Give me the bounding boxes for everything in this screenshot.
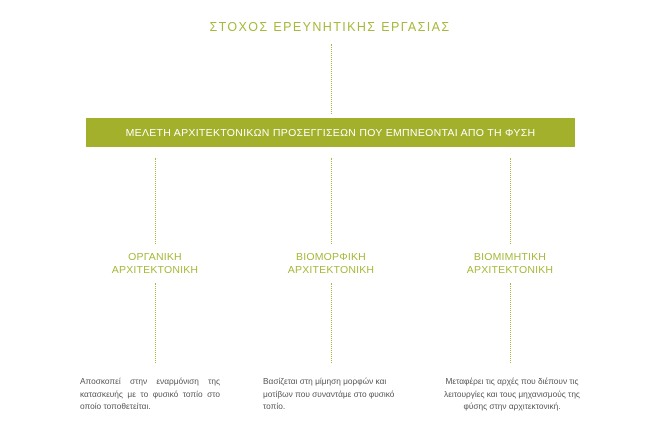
connector-banner-to-biomorphic [331, 158, 332, 244]
connector-biomorphic-to-description [331, 283, 332, 363]
category-title-line2: ΑΡΧΙΤΕΚΤΟΝΙΚΗ [287, 264, 375, 276]
connector-organic-to-description [155, 283, 156, 363]
category-title-line1: ΒΙΟΜΟΡΦΙΚΗ [296, 251, 366, 263]
connector-banner-to-organic [155, 158, 156, 244]
description-biomorphic: Βασίζεται στη μίμηση μορφών και μοτίβων που συναντάμε στο φυσικό τοπίο. [263, 376, 395, 411]
connector-banner-to-biomimetic [510, 158, 511, 244]
connector-title-to-banner [331, 44, 332, 114]
banner-text: ΜΕΛΕΤΗ ΑΡΧΙΤΕΚΤΟΝΙΚΩΝ ΠΡΟΣΕΓΓΙΣΕΩΝ ΠΟΥ ΕΜΠΝΕΟΝΤΑΙ ΑΠΟ ΤΗ ΦΥΣΗ [125, 126, 536, 139]
category-organic-architecture [80, 251, 230, 277]
research-goal-banner [86, 118, 575, 147]
category-biomimetic-architecture [435, 251, 585, 277]
category-title-line2: ΑΡΧΙΤΕΚΤΟΝΙΚΗ [466, 264, 554, 276]
category-title-line2: ΑΡΧΙΤΕΚΤΟΝΙΚΗ [111, 264, 199, 276]
category-title-line1: ΟΡΓΑΝΙΚΗ [128, 251, 182, 263]
category-biomorphic-architecture [256, 251, 406, 277]
description-organic: Αποσκοπεί στην εναρμόνιση της κατασκευής με το φυσικό τοπίο στο οποίο τοποθετείται. [80, 376, 220, 411]
category-title-line1: ΒΙΟΜΙΜΗΤΙΚΗ [473, 251, 547, 263]
description-biomimetic: Μεταφέρει τις αρχές που διέπουν τις λειτουργίες και τους μηχανισμούς της φύσης στην αρχιτεκτονική. [444, 376, 580, 411]
connector-biomimetic-to-description [510, 283, 511, 363]
diagram-title: ΣΤΟΧΟΣ ΕΡΕΥΝΗΤΙΚΗΣ ΕΡΓΑΣΙΑΣ [209, 20, 451, 34]
